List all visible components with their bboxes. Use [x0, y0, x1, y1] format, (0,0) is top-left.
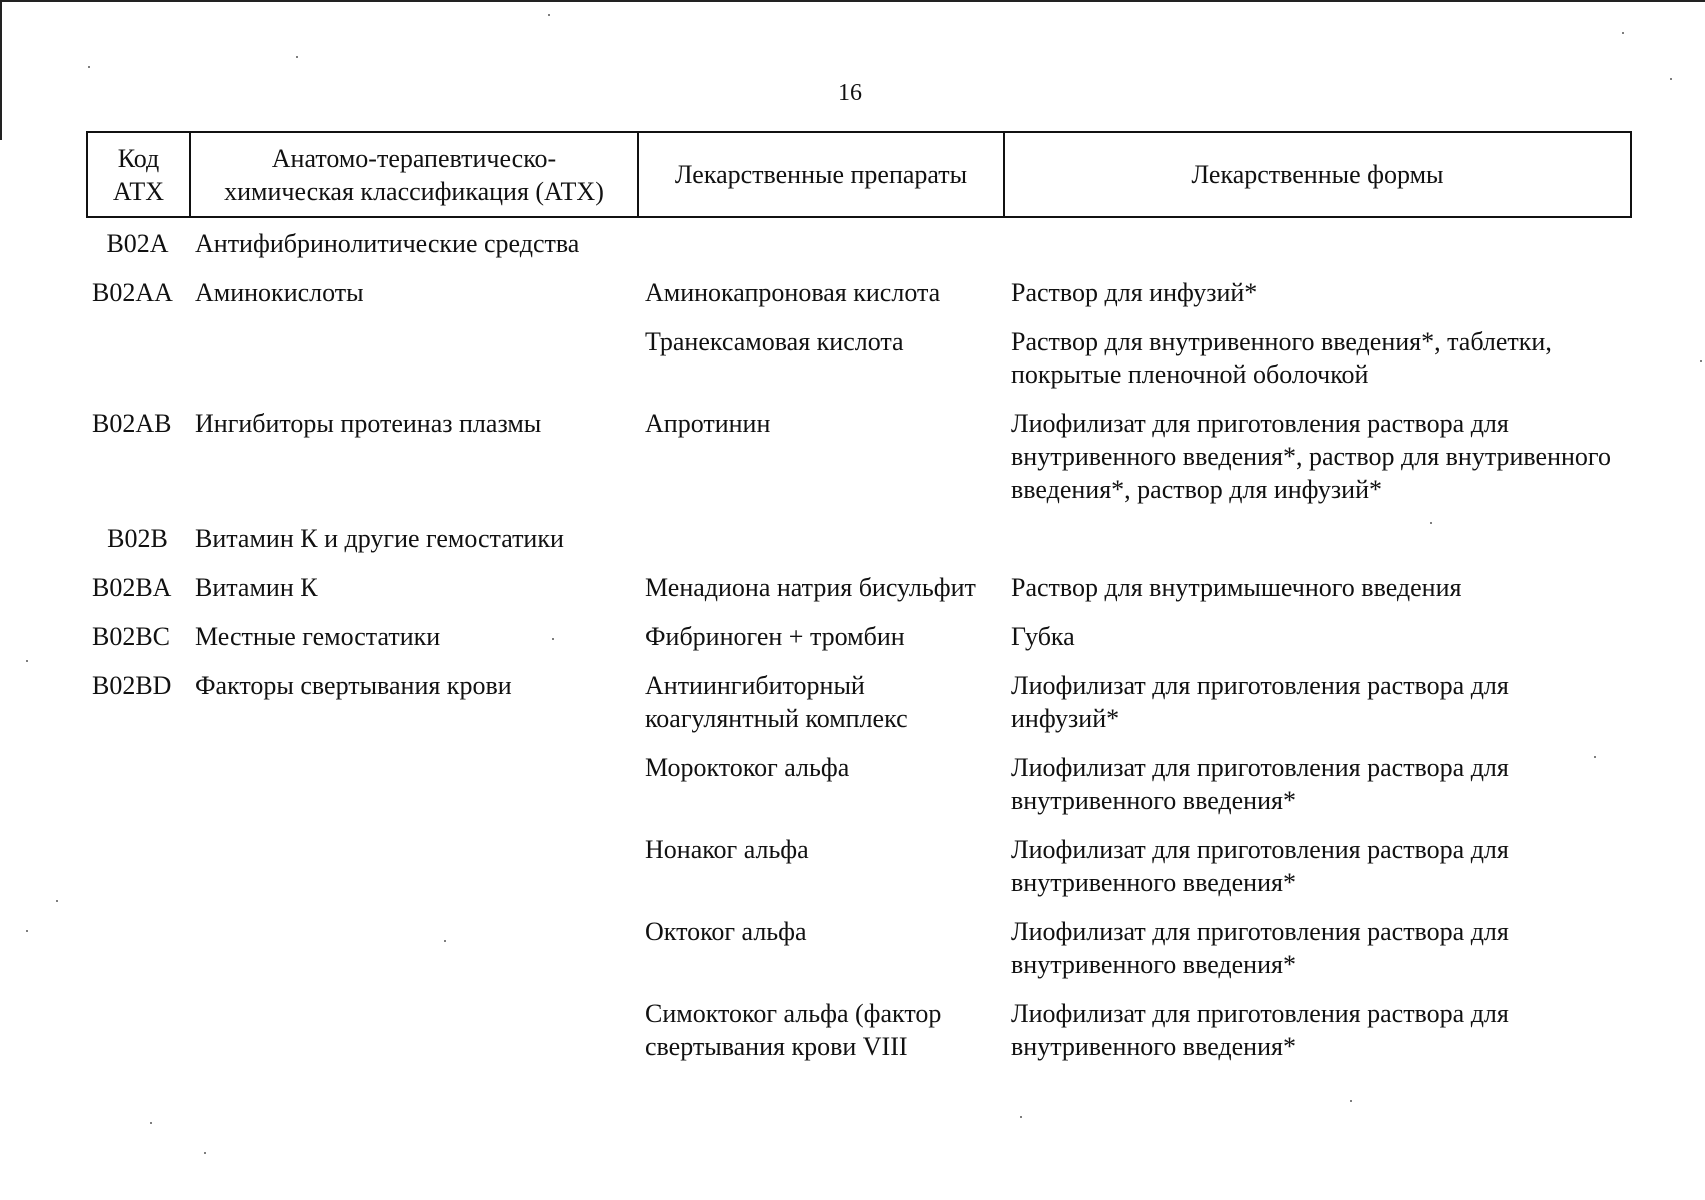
scan-speck: [1350, 1100, 1352, 1102]
atc-code: B02B: [107, 524, 168, 553]
scan-speck: [548, 14, 550, 16]
atc-code: B02BD: [92, 671, 172, 700]
scan-speck: [1020, 1116, 1022, 1118]
atc-group: Местные гемостатики: [195, 622, 441, 651]
dosage-form: Лиофилизат для приготовления раствора для внутривенного введения*: [1011, 999, 1509, 1061]
atc-group: Аминокислоты: [195, 278, 364, 307]
scan-speck: [88, 66, 90, 68]
drug-name: Симоктоког альфа (фактор свертывания крови VIII: [645, 999, 942, 1061]
scan-speck: [26, 660, 28, 662]
table-body: [86, 227, 1632, 1079]
dosage-form: Раствор для инфузий*: [1011, 278, 1258, 307]
dosage-form: Раствор для внутривенного введения*, таблетки, покрытые пленочной оболочкой: [1011, 327, 1552, 389]
atc-code: [86, 997, 189, 1063]
table-row: [86, 325, 1632, 407]
table-row: [86, 620, 1632, 669]
dosage-form: Лиофилизат для приготовления раствора для внутривенного введения*: [1011, 753, 1509, 815]
table-row: [86, 997, 1632, 1079]
scan-speck: [56, 900, 58, 902]
dosage-form: Лиофилизат для приготовления раствора для инфузий*: [1011, 671, 1509, 733]
header-drugs: Лекарственные препараты: [639, 133, 1005, 216]
atc-code: B02BC: [92, 622, 171, 651]
table-row: [86, 407, 1632, 522]
dosage-form: [1003, 522, 1632, 555]
drug-name: Апротинин: [645, 409, 771, 438]
header-dosage-forms: Лекарственные формы: [1191, 160, 1444, 189]
scan-speck: [26, 930, 28, 932]
page-number: 16: [838, 80, 862, 106]
table-header: [86, 131, 1632, 218]
table-row: [86, 833, 1632, 915]
drug-name: Менадиона натрия бисульфит: [645, 573, 976, 602]
scan-speck: [1622, 32, 1624, 34]
scan-border-top: [0, 0, 1705, 2]
dosage-form: Лиофилизат для приготовления раствора для внутривенного введения*, раствор для внутривенного введения*, раствор для инфузий*: [1011, 409, 1611, 504]
drug-name: Октоког альфа: [645, 917, 807, 946]
table-row: [86, 915, 1632, 997]
atc-group: Факторы свертывания крови: [195, 671, 512, 700]
table-row: [86, 227, 1632, 276]
table-row: [86, 571, 1632, 620]
scan-speck: [296, 56, 298, 58]
atc-group: [189, 325, 637, 391]
drug-name: Транексамовая кислота: [645, 327, 904, 356]
table-row: [86, 276, 1632, 325]
atc-code: B02AA: [92, 278, 173, 307]
drug-name: Мороктоког альфа: [645, 753, 850, 782]
atc-code: [86, 915, 189, 981]
drug-name: [637, 522, 1003, 555]
header-atc-classification: Анатомо-терапевтическо- химическая классификация (АТХ): [191, 133, 639, 216]
atc-code: [86, 833, 189, 899]
drug-name: Антиингибиторный коагулянтный комплекс: [645, 671, 908, 733]
drug-name: Нонаког альфа: [645, 835, 809, 864]
dosage-form: Лиофилизат для приготовления раствора для внутривенного введения*: [1011, 835, 1509, 897]
atc-code: B02BA: [92, 573, 172, 602]
drug-name: [637, 227, 1003, 260]
atc-code: B02AB: [92, 409, 172, 438]
atc-code: B02A: [106, 229, 169, 258]
atc-group: Антифибринолитические средства: [195, 229, 580, 258]
atc-code: [86, 325, 189, 391]
scan-border-left: [0, 0, 2, 140]
scan-speck: [1700, 360, 1702, 362]
atc-group: [189, 833, 637, 899]
dosage-form: Раствор для внутримышечного введения: [1011, 573, 1462, 602]
atc-group: [189, 915, 637, 981]
table-row: [86, 669, 1632, 751]
header-atc-code: Код АТХ: [88, 133, 191, 216]
atc-group: Витамин К и другие гемостатики: [195, 524, 564, 553]
atc-group: [189, 751, 637, 817]
drug-name: Фибриноген + тромбин: [645, 622, 905, 651]
scan-speck: [204, 1152, 206, 1154]
scan-speck: [150, 1122, 152, 1124]
drug-name: Аминокапроновая кислота: [645, 278, 941, 307]
atc-group: Ингибиторы протеиназ плазмы: [195, 409, 542, 438]
dosage-form: [1003, 227, 1632, 260]
atc-code: [86, 751, 189, 817]
dosage-form: Губка: [1011, 622, 1075, 651]
table-row: [86, 522, 1632, 571]
atc-group: [189, 997, 637, 1063]
table-row: [86, 751, 1632, 833]
dosage-form: Лиофилизат для приготовления раствора для внутривенного введения*: [1011, 917, 1509, 979]
atc-group: Витамин К: [195, 573, 318, 602]
scan-speck: [1670, 78, 1672, 80]
